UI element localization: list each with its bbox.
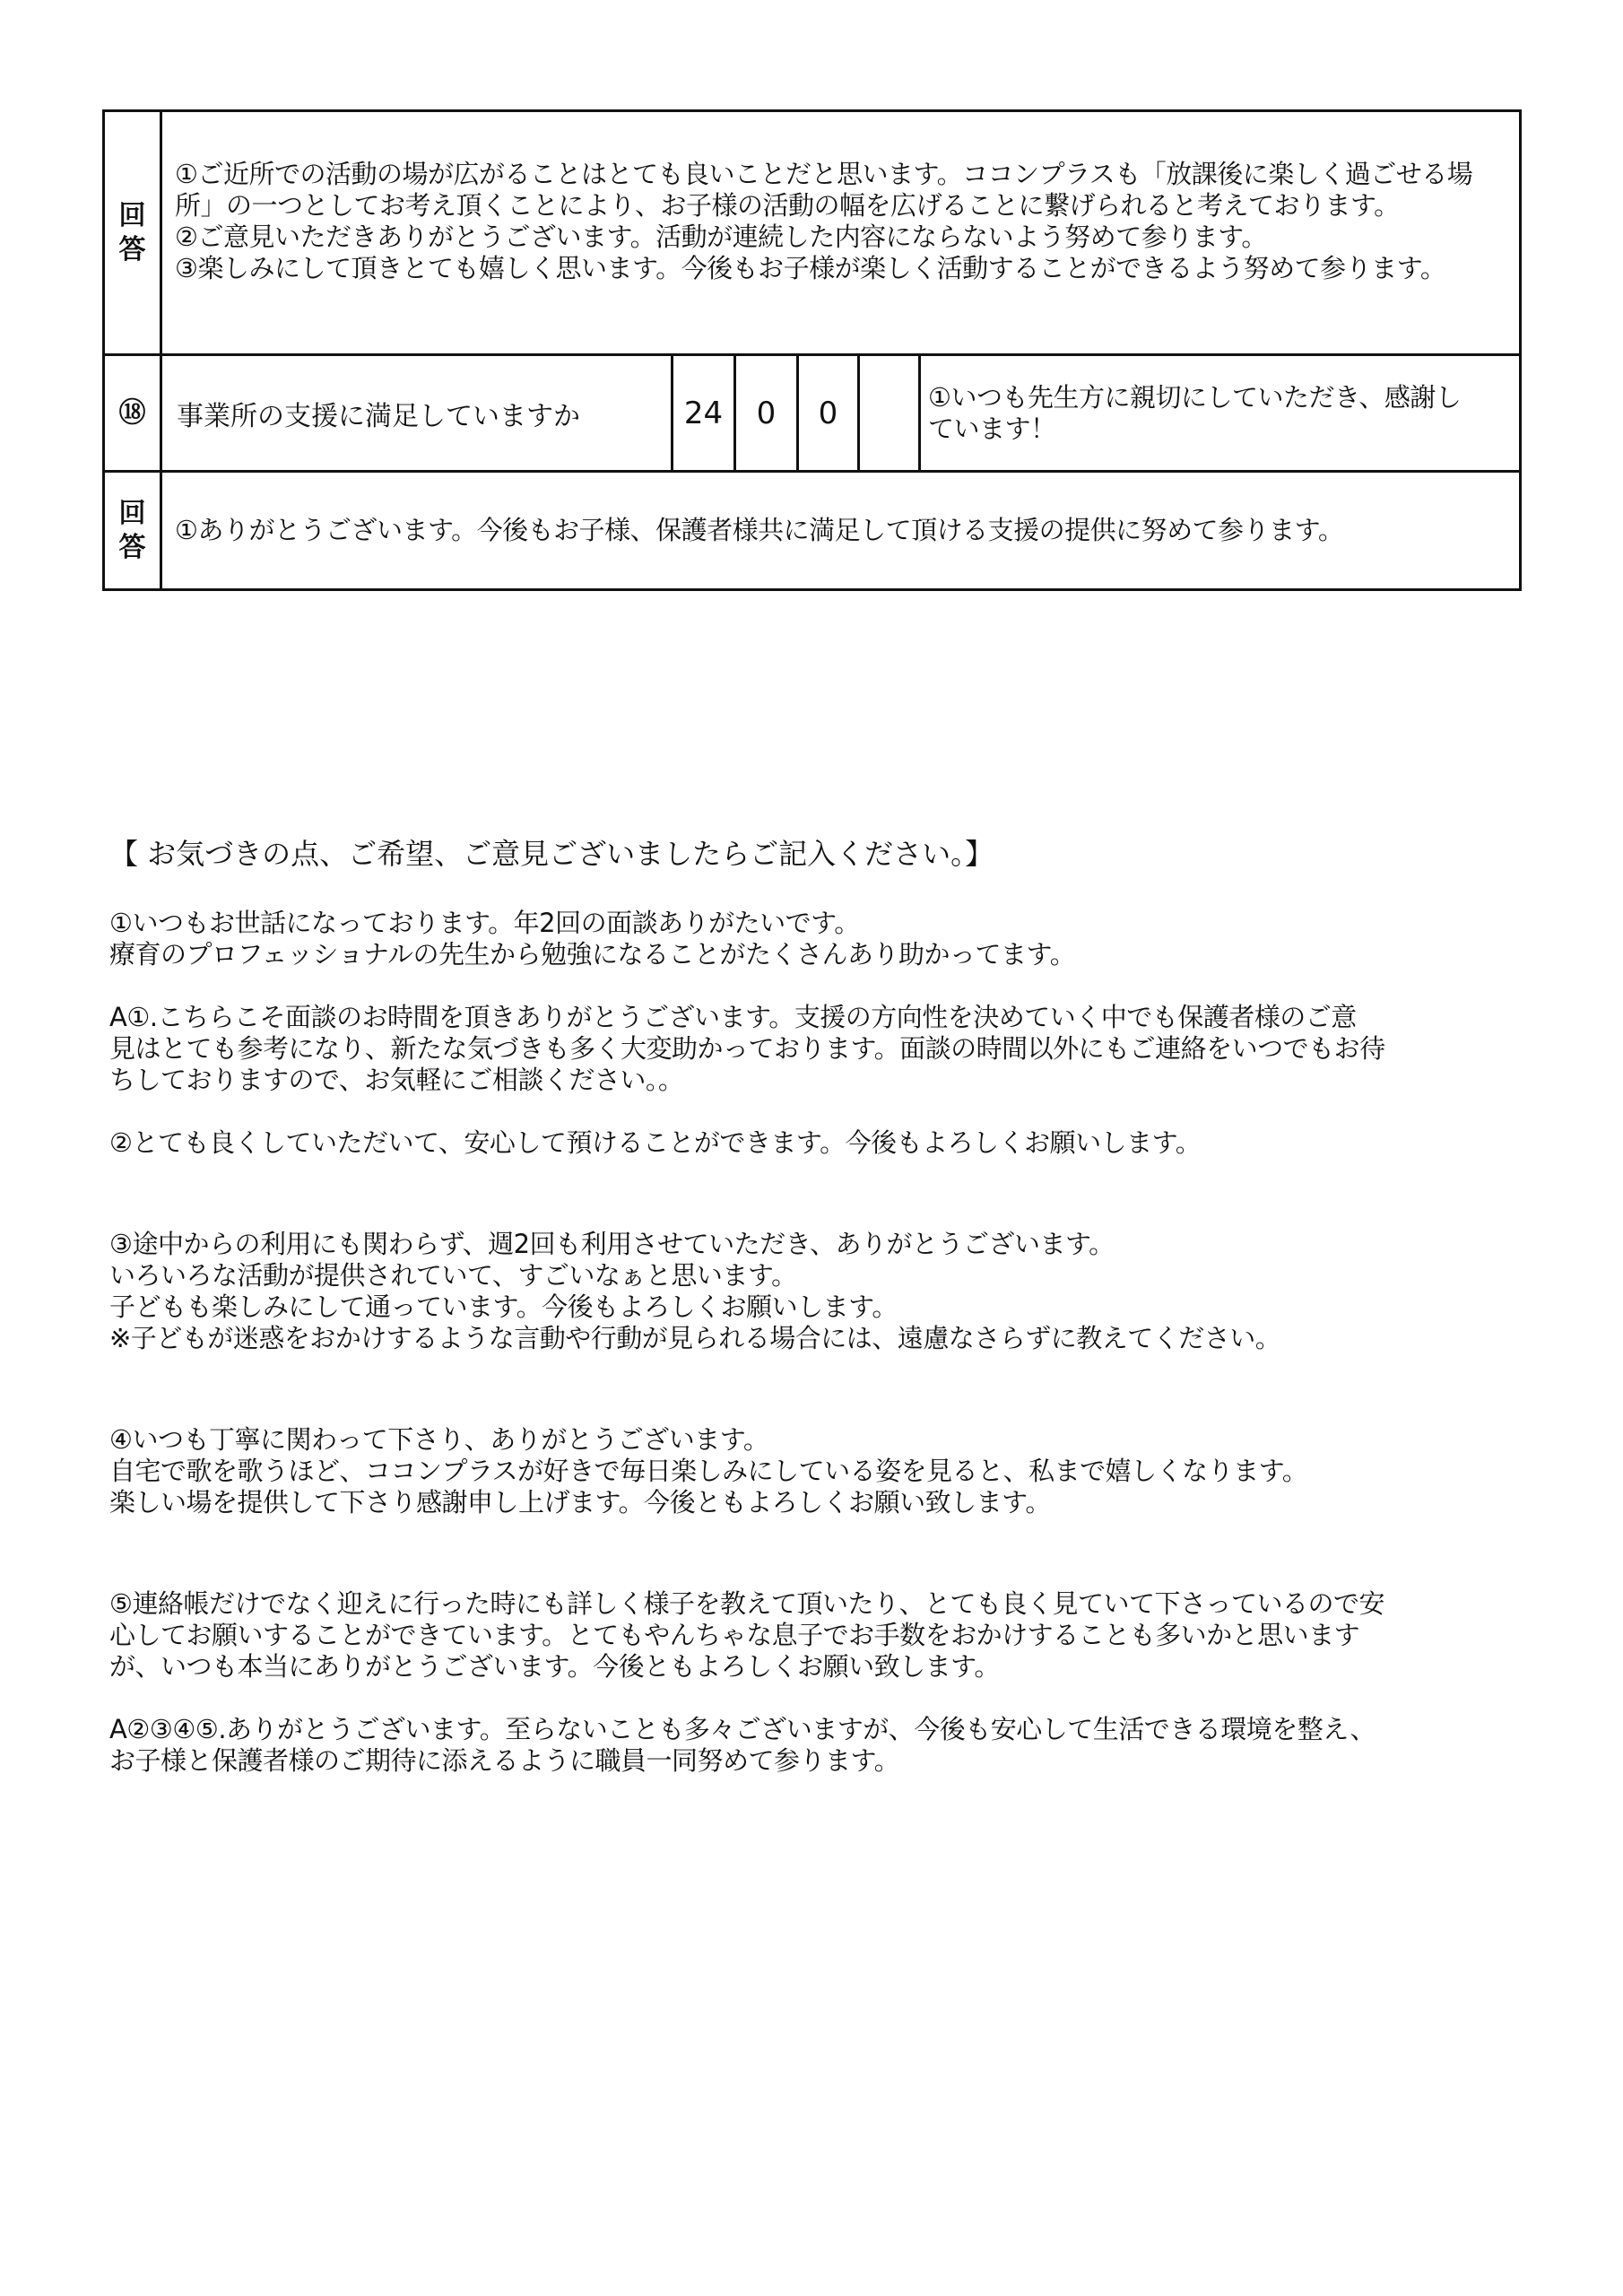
- comment-line: 楽しい場を提供して下さり感謝申し上げます。今後ともよろしくお願い致します。: [109, 1487, 1051, 1518]
- answer-label-bottom: 答: [118, 531, 146, 563]
- answer-text-1: [161, 111, 1521, 355]
- answer-row-2: [104, 472, 1521, 590]
- comment-line: ②とても良くしていただいて、安心して預けることができます。今後もよろしくお願いします。: [109, 1127, 1202, 1158]
- comment-line: A②③④⑤.ありがとうございます。至らないことも多々ございますが、今後も安心して生活できる環境を整え、: [109, 1714, 1376, 1744]
- comment-block-4: [109, 1424, 1526, 1518]
- question-comment: [920, 355, 1521, 472]
- question-number: ⑱: [104, 355, 161, 472]
- answer-text-2: ①ありがとうございます。今後もお子様、保護者様共に満足して頂ける支援の提供に努めて参ります。: [161, 472, 1521, 590]
- comment-block-1: [109, 908, 1526, 970]
- comment-line: ③途中からの利用にも関わらず、週2回も利用させていただき、ありがとうございます。: [109, 1229, 1115, 1259]
- comment-line: お子様と保護者様のご期待に添えるように職員一同努めて参ります。: [109, 1745, 900, 1776]
- answer-label-bottom: 答: [118, 233, 146, 265]
- yes-count: 24: [673, 355, 735, 472]
- survey-table: [102, 109, 1522, 591]
- comment-line: ※子どもが迷惑をおかけするような言動や行動が見られる場合には、遠慮なさらずに教えてください。: [109, 1323, 1281, 1353]
- neither-count: 0: [735, 355, 798, 472]
- comment-line: ①いつも先生方に親切にしていただき、感謝し: [928, 381, 1462, 413]
- answer-row-1: [104, 111, 1521, 355]
- comment-line: が、いつも本当にありがとうございます。今後ともよろしくお願い致します。: [109, 1651, 1000, 1682]
- comment-block-2: [109, 1127, 1526, 1159]
- question-row-18: [104, 355, 1521, 472]
- reply-block-2: [109, 1714, 1526, 1777]
- comment-line: ⑤連絡帳だけでなく迎えに行った時にも詳しく様子を教えて頂いたり、とても良く見ていて下さっているので安: [109, 1588, 1385, 1619]
- comment-line: 見はとても参考になり、新たな気づきも多く大変助かっております。面談の時間以外にもご連絡をいつでもお待: [109, 1033, 1385, 1064]
- comment-line: ちしておりますので、お気軽にご相談ください。。: [109, 1065, 684, 1095]
- comment-line: A①.こちらこそ面談のお時間を頂きありがとうございます。支援の方向性を決めていく中でも保護者様のご意: [109, 1002, 1357, 1032]
- answer-label-cell: [104, 472, 161, 590]
- answer-line: 所」の一つとしてお考え頂くことにより、お子様の活動の幅を広げることに繋げられると考えております。: [175, 190, 1400, 221]
- reply-block-1: [109, 1002, 1526, 1096]
- comment-line: 心してお願いすることができています。とてもやんちゃな息子でお手数をおかけすることも多いかと思います: [109, 1620, 1360, 1650]
- answer-label-top: 回: [118, 199, 146, 231]
- no-count: 0: [798, 355, 859, 472]
- comment-line: 子どもも楽しみにして通っています。今後もよろしくお願いします。: [109, 1292, 898, 1322]
- comment-block-3: [109, 1229, 1526, 1354]
- comment-line: 療育のプロフェッショナルの先生から勉強になることがたくさんあり助かってます。: [109, 939, 1076, 970]
- comment-line: ④いつも丁寧に関わって下さり、ありがとうございます。: [109, 1424, 769, 1455]
- answer-line: ①ご近所での活動の場が広がることはとても良いことだと思います。ココンプラスも「放課後に楽しく過ごせる場: [175, 159, 1473, 189]
- question-text: 事業所の支援に満足していますか: [161, 355, 673, 472]
- comment-line: ①いつもお世話になっております。年2回の面談ありがたいです。: [109, 908, 860, 938]
- answer-label-top: 回: [118, 497, 146, 529]
- answer-line: ③楽しみにして頂きとても嬉しく思います。今後もお子様が楽しく活動することができるよう努めて参ります。: [175, 253, 1446, 283]
- unknown-count: [859, 355, 920, 472]
- comments-section: [109, 834, 1526, 1777]
- comment-line: いろいろな活動が提供されていて、すごいなぁと思います。: [109, 1260, 797, 1291]
- comment-line: ています！: [928, 413, 1056, 444]
- comment-line: 自宅で歌を歌うほど、ココンプラスが好きで毎日楽しみにしている姿を見ると、私まで嬉しくなります。: [109, 1456, 1308, 1486]
- comment-block-5: [109, 1588, 1526, 1683]
- comments-heading: 【 お気づきの点、ご希望、ご意見ございましたらご記入ください。】: [109, 837, 994, 871]
- answer-line: ②ご意見いただきありがとうございます。活動が連続した内容にならないよう努めて参ります。: [175, 222, 1267, 252]
- answer-label-cell: [104, 111, 161, 355]
